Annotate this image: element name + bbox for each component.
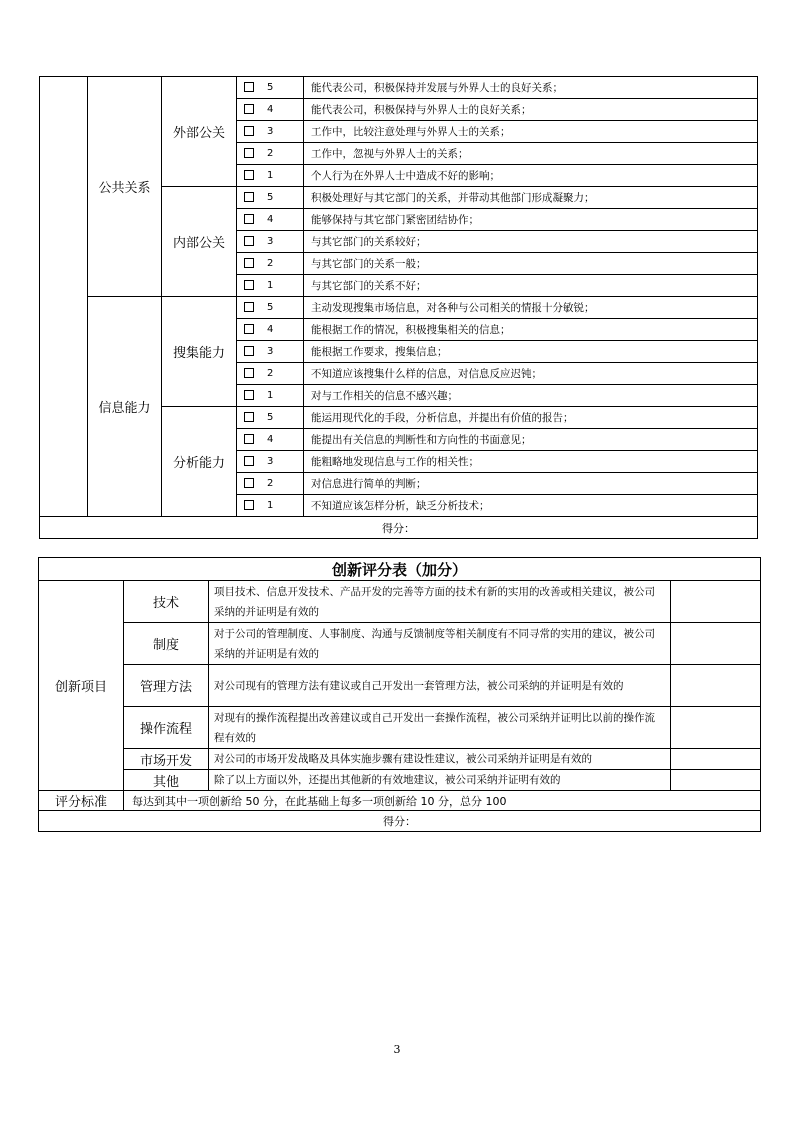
innovation-table-title: 创新评分表（加分）	[39, 558, 761, 581]
innovation-item-name: 其他	[124, 770, 209, 791]
checkbox-icon[interactable]	[244, 324, 254, 334]
innovation-table-body	[39, 558, 761, 832]
score-value: 4	[267, 433, 274, 445]
rating-description: 能粗略地发现信息与工作的相关性；	[304, 451, 758, 473]
rating-description: 积极处理好与其它部门的关系，并带动其他部门形成凝聚力；	[304, 187, 758, 209]
rating-description: 能根据工作要求，搜集信息；	[304, 341, 758, 363]
checkbox-icon[interactable]	[244, 280, 254, 290]
evaluation-table	[39, 76, 758, 539]
score-option-cell[interactable]	[237, 143, 304, 165]
score-value: 3	[267, 235, 274, 247]
score-option-cell[interactable]	[237, 275, 304, 297]
rating-description: 主动发现搜集市场信息，对各种与公司相关的情报十分敏锐；	[304, 297, 758, 319]
checkbox-icon[interactable]	[244, 148, 254, 158]
score-option-cell[interactable]	[237, 77, 304, 99]
checkbox-icon[interactable]	[244, 104, 254, 114]
rating-description: 与其它部门的关系一般；	[304, 253, 758, 275]
checkbox-icon[interactable]	[244, 478, 254, 488]
score-value: 4	[267, 103, 274, 115]
criteria-label: 评分标准	[39, 791, 124, 811]
rating-row	[40, 297, 758, 319]
score-value: 2	[267, 257, 274, 269]
category-cell: 公共关系	[88, 77, 162, 297]
score-value: 3	[267, 125, 274, 137]
criteria-text: 每达到其中一项创新给 50 分，在此基础上每多一项创新给 10 分，总分 100	[124, 791, 761, 811]
innovation-score-field[interactable]: 得分：	[39, 811, 761, 832]
rating-description: 能代表公司，积极保持并发展与外界人士的良好关系；	[304, 77, 758, 99]
innovation-row	[39, 665, 761, 707]
checkbox-icon[interactable]	[244, 170, 254, 180]
innovation-item-description: 除了以上方面以外，还提出其他新的有效地建议，被公司采纳并证明有效的	[209, 770, 671, 791]
rating-description: 个人行为在外界人士中造成不好的影响；	[304, 165, 758, 187]
innovation-category: 创新项目	[39, 581, 124, 791]
score-value: 4	[267, 213, 274, 225]
score-option-cell[interactable]	[237, 231, 304, 253]
score-value: 5	[267, 301, 274, 313]
innovation-row	[39, 749, 761, 770]
checkbox-icon[interactable]	[244, 412, 254, 422]
rating-description: 不知道应该搜集什么样的信息，对信息反应迟钝；	[304, 363, 758, 385]
checkbox-icon[interactable]	[244, 258, 254, 268]
score-value: 2	[267, 367, 274, 379]
score-value: 1	[267, 389, 274, 401]
checkbox-icon[interactable]	[244, 500, 254, 510]
innovation-item-name: 技术	[124, 581, 209, 623]
checkbox-icon[interactable]	[244, 368, 254, 378]
innovation-score-table	[38, 557, 761, 832]
score-option-cell[interactable]	[237, 253, 304, 275]
innovation-row	[39, 623, 761, 665]
innovation-score-input[interactable]	[671, 665, 761, 707]
subcategory-cell: 内部公关	[162, 187, 237, 297]
rating-description: 能运用现代化的手段，分析信息，并提出有价值的报告；	[304, 407, 758, 429]
checkbox-icon[interactable]	[244, 434, 254, 444]
score-option-cell[interactable]	[237, 451, 304, 473]
score-value: 5	[267, 411, 274, 423]
innovation-item-description: 对公司现有的管理方法有建议或自己开发出一套管理方法，被公司采纳的并证明是有效的	[209, 665, 671, 707]
score-value: 3	[267, 345, 274, 357]
rating-description: 与其它部门的关系较好；	[304, 231, 758, 253]
score-option-cell[interactable]	[237, 429, 304, 451]
innovation-item-name: 管理方法	[124, 665, 209, 707]
score-option-cell[interactable]	[237, 121, 304, 143]
score-option-cell[interactable]	[237, 165, 304, 187]
score-option-cell[interactable]	[237, 363, 304, 385]
rating-description: 对与工作相关的信息不感兴趣；	[304, 385, 758, 407]
rating-description: 对信息进行简单的判断；	[304, 473, 758, 495]
evaluation-table-body	[40, 77, 758, 539]
checkbox-icon[interactable]	[244, 302, 254, 312]
score-option-cell[interactable]	[237, 385, 304, 407]
subcategory-cell: 外部公关	[162, 77, 237, 187]
rating-description: 不知道应该怎样分析，缺乏分析技术；	[304, 495, 758, 517]
subcategory-cell: 分析能力	[162, 407, 237, 517]
rating-description: 能够保持与其它部门紧密团结协作；	[304, 209, 758, 231]
checkbox-icon[interactable]	[244, 236, 254, 246]
page-number: 3	[393, 1043, 401, 1056]
rating-row	[40, 77, 758, 99]
score-value: 5	[267, 191, 274, 203]
score-option-cell[interactable]	[237, 99, 304, 121]
score-value: 1	[267, 169, 274, 181]
rating-description: 能提出有关信息的判断性和方向性的书面意见；	[304, 429, 758, 451]
checkbox-icon[interactable]	[244, 346, 254, 356]
score-option-cell[interactable]	[237, 187, 304, 209]
innovation-item-description: 对公司的市场开发战略及具体实施步骤有建设性建议，被公司采纳并证明是有效的	[209, 749, 671, 770]
score-option-cell[interactable]	[237, 319, 304, 341]
innovation-item-name: 市场开发	[124, 749, 209, 770]
score-value: 5	[267, 81, 274, 93]
innovation-score-input[interactable]	[671, 770, 761, 791]
score-option-cell[interactable]	[237, 209, 304, 231]
innovation-item-name: 操作流程	[124, 707, 209, 749]
innovation-row	[39, 770, 761, 791]
category-cell: 信息能力	[88, 297, 162, 517]
score-option-cell[interactable]	[237, 495, 304, 517]
checkbox-icon[interactable]	[244, 192, 254, 202]
innovation-item-name: 制度	[124, 623, 209, 665]
score-value: 1	[267, 499, 274, 511]
blank-cell	[40, 77, 88, 517]
score-option-cell[interactable]	[237, 473, 304, 495]
score-option-cell[interactable]	[237, 297, 304, 319]
subcategory-cell: 搜集能力	[162, 297, 237, 407]
innovation-item-description: 项目技术、信息开发技术、产品开发的完善等方面的技术有新的实用的改善或相关建议，被公司采纳的并证明是有效的	[209, 581, 671, 623]
innovation-score-input[interactable]	[671, 707, 761, 749]
checkbox-icon[interactable]	[244, 214, 254, 224]
rating-description: 工作中，忽视与外界人士的关系；	[304, 143, 758, 165]
innovation-item-description: 对现有的操作流程提出改善建议或自己开发出一套操作流程，被公司采纳并证明比以前的操作流程有效的	[209, 707, 671, 749]
rating-description: 能代表公司，积极保持与外界人士的良好关系；	[304, 99, 758, 121]
checkbox-icon[interactable]	[244, 82, 254, 92]
score-option-cell[interactable]	[237, 341, 304, 363]
score-value: 4	[267, 323, 274, 335]
innovation-score-input[interactable]	[671, 749, 761, 770]
checkbox-icon[interactable]	[244, 456, 254, 466]
innovation-item-description: 对于公司的管理制度、人事制度、沟通与反馈制度等相关制度有不同寻常的实用的建议，被公司采纳的并证明是有效的	[209, 623, 671, 665]
innovation-score-input[interactable]	[671, 623, 761, 665]
rating-description: 能根据工作的情况，积极搜集相关的信息；	[304, 319, 758, 341]
innovation-row	[39, 707, 761, 749]
innovation-score-input[interactable]	[671, 581, 761, 623]
score-value: 1	[267, 279, 274, 291]
innovation-row	[39, 581, 761, 623]
rating-description: 工作中，比较注意处理与外界人士的关系；	[304, 121, 758, 143]
rating-description: 与其它部门的关系不好；	[304, 275, 758, 297]
score-value: 3	[267, 455, 274, 467]
score-value: 2	[267, 147, 274, 159]
score-total-field[interactable]: 得分：	[40, 517, 758, 539]
checkbox-icon[interactable]	[244, 390, 254, 400]
score-option-cell[interactable]	[237, 407, 304, 429]
checkbox-icon[interactable]	[244, 126, 254, 136]
score-value: 2	[267, 477, 274, 489]
